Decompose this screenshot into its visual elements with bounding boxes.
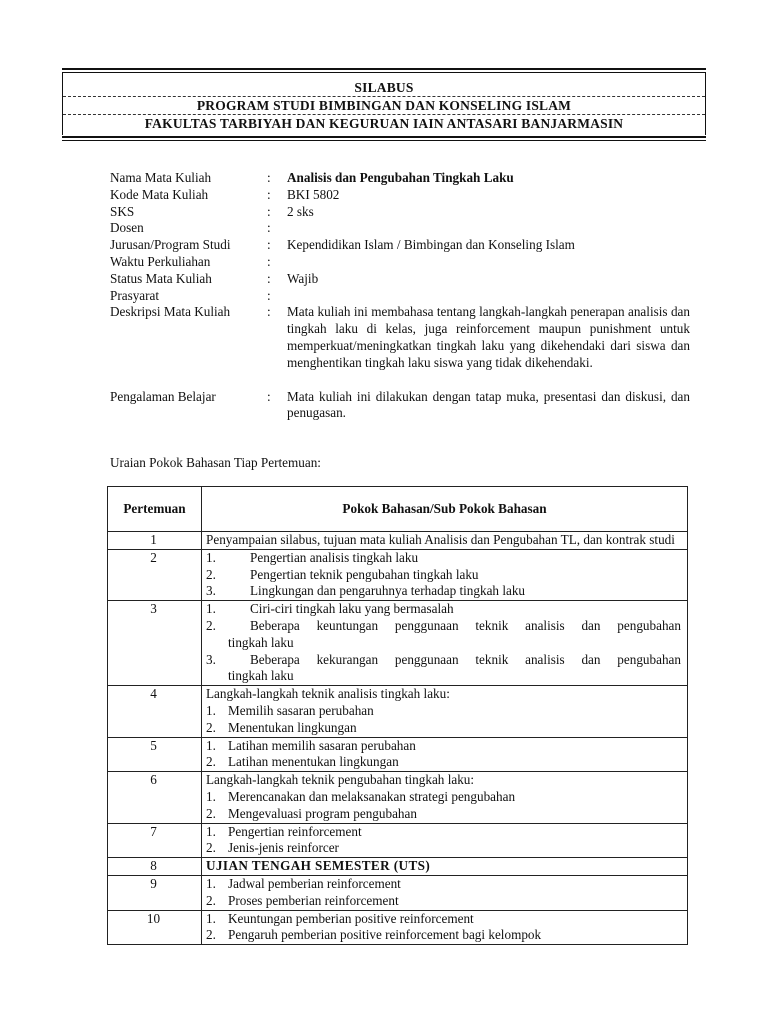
course-credits: 2 sks (287, 203, 314, 219)
header-box (62, 73, 706, 135)
info-label: Pengalaman Belajar (110, 388, 216, 404)
list-num: 2. (206, 927, 216, 943)
course-code: BKI 5802 (287, 186, 340, 202)
syllabus-title: SILABUS (354, 80, 414, 95)
list-num: 1. (206, 910, 216, 926)
meeting-number: 4 (108, 686, 202, 737)
topic-list (202, 772, 688, 823)
info-label: Dosen (110, 220, 144, 236)
table-row (108, 686, 688, 737)
list-num: 1. (206, 788, 216, 804)
list-num: 1. (206, 875, 216, 891)
list-text: Jadwal pemberian reinforcement (228, 875, 401, 891)
info-label: Deskripsi Mata Kuliah (110, 304, 231, 320)
info-label: Kode Mata Kuliah (110, 186, 209, 202)
info-colon: : (267, 170, 271, 185)
table-row (108, 549, 688, 600)
list-item (206, 927, 681, 944)
course-status: Wajib (287, 270, 319, 286)
topic-list (202, 549, 688, 600)
list-item (206, 840, 681, 857)
list-text: Latihan memilih sasaran perubahan (228, 737, 416, 753)
faculty-name: FAKULTAS TARBIYAH DAN KEGURUAN IAIN ANTASARI BANJARMASIN (144, 116, 624, 131)
list-num: 2. (206, 566, 216, 582)
info-label: Nama Mata Kuliah (110, 170, 212, 185)
list-text: Pengaruh pemberian positive reinforcement bagi kelompok (228, 927, 542, 943)
table-header-row (108, 487, 688, 532)
course-name: Analisis dan Pengubahan Tingkah Laku (287, 170, 514, 185)
lecturer (287, 220, 690, 237)
info-colon: : (267, 186, 271, 202)
info-colon: : (267, 237, 271, 253)
list-text: Menentukan lingkungan (228, 719, 357, 735)
course-description: Mata kuliah ini membahasa tentang langkah-langkah penerapan analisis dan tingkah laku di kelas, juga reinforcement maupun punishment untuk memperkuat/meningkatkan tingkah laku yang dikehendaki dari siswa dan menghentikan tingkah laku siswa yang tidak dikehendaki. (287, 304, 690, 370)
list-item (206, 618, 681, 635)
table-row (108, 875, 688, 910)
topics-table (107, 486, 688, 945)
list-text: Memilih sasaran perubahan (228, 702, 374, 718)
course-info (110, 170, 690, 422)
table-row (108, 772, 688, 823)
topic-list (202, 737, 688, 772)
info-label: Waktu Perkuliahan (110, 253, 211, 269)
lecture-time (287, 254, 690, 271)
list-item (206, 893, 681, 910)
col-header-meeting: Pertemuan (108, 487, 202, 532)
meeting-number: 3 (108, 601, 202, 686)
info-row (110, 220, 690, 237)
document-header (62, 68, 706, 141)
list-text: Mengevaluasi program pengubahan (228, 805, 417, 821)
meeting-number: 5 (108, 737, 202, 772)
meeting-number: 9 (108, 875, 202, 910)
list-num: 1. (206, 549, 216, 565)
topic-list (202, 686, 688, 737)
list-item (206, 567, 681, 584)
list-num: 1. (206, 702, 216, 718)
list-item (206, 911, 681, 928)
info-row (110, 170, 690, 187)
list-num: 3. (206, 583, 216, 599)
info-colon: : (267, 270, 271, 286)
meeting-number: 8 (108, 858, 202, 876)
list-item (206, 550, 681, 567)
info-colon: : (267, 304, 271, 320)
learning-experience: Mata kuliah ini dilakukan dengan tatap muka, presentasi dan diskusi, dan penugasan. (287, 388, 690, 421)
list-text: Pengertian reinforcement (228, 823, 362, 839)
table-row (108, 858, 688, 876)
list-num: 2. (206, 719, 216, 735)
list-num: 1. (206, 737, 216, 753)
info-row (110, 304, 690, 371)
topics-heading: Uraian Pokok Bahasan Tiap Pertemuan: (110, 455, 321, 470)
prerequisite (287, 288, 690, 305)
topic-list (202, 910, 688, 945)
list-num: 3. (206, 651, 216, 667)
list-text: Proses pemberian reinforcement (228, 892, 399, 908)
list-text: Beberapa keuntungan penggunaan teknik analisis dan pengubahan (250, 617, 681, 633)
list-item (206, 703, 681, 720)
list-num: 1. (206, 601, 216, 617)
list-num: 2. (206, 805, 216, 821)
list-num: 1. (206, 823, 216, 839)
list-text-continued: tingkah laku (228, 634, 294, 650)
meeting-number: 7 (108, 823, 202, 858)
col-header-topic: Pokok Bahasan/Sub Pokok Bahasan (202, 487, 688, 532)
topic-list (202, 601, 688, 686)
list-item (206, 738, 681, 755)
list-item (206, 876, 681, 893)
info-colon: : (267, 287, 271, 303)
info-label: SKS (110, 203, 135, 219)
list-num: 2. (206, 754, 216, 770)
info-row (110, 271, 690, 288)
midterm-exam: UJIAN TENGAH SEMESTER (UTS) (202, 858, 688, 876)
list-num: 2. (206, 840, 216, 856)
meeting-number: 2 (108, 549, 202, 600)
list-text-continued: tingkah laku (228, 668, 294, 684)
table-row (108, 532, 688, 550)
info-label: Jurusan/Program Studi (110, 237, 231, 253)
list-text: Ciri-ciri tingkah laku yang bermasalah (250, 601, 454, 617)
list-item (206, 601, 681, 618)
table-row (108, 601, 688, 686)
list-text: Merencanakan dan melaksanakan strategi pengubahan (228, 788, 516, 804)
info-colon: : (267, 220, 271, 236)
info-row (110, 389, 690, 423)
list-intro: Langkah-langkah teknik analisis tingkah laku: (206, 686, 450, 702)
info-row (110, 254, 690, 271)
list-item (206, 824, 681, 841)
table-row (108, 823, 688, 858)
list-text: Beberapa kekurangan penggunaan teknik analisis dan pengubahan (250, 651, 681, 667)
table-row (108, 737, 688, 772)
list-intro: Langkah-langkah teknik pengubahan tingkah laku: (206, 772, 475, 788)
meeting-number: 6 (108, 772, 202, 823)
list-item (206, 806, 681, 823)
department: Kependidikan Islam / Bimbingan dan Konseling Islam (287, 237, 575, 253)
info-row (110, 187, 690, 204)
info-row (110, 204, 690, 221)
list-text: Pengertian teknik pengubahan tingkah laku (250, 566, 479, 582)
info-label: Status Mata Kuliah (110, 270, 212, 286)
program-name: PROGRAM STUDI BIMBINGAN DAN KONSELING ISLAM (196, 98, 572, 113)
meeting-number: 1 (108, 532, 202, 550)
table-row (108, 910, 688, 945)
topic-list (202, 823, 688, 858)
list-item (206, 754, 681, 771)
list-text: Pengertian analisis tingkah laku (250, 549, 419, 565)
list-item (206, 652, 681, 669)
list-item (206, 720, 681, 737)
list-num: 2. (206, 617, 216, 633)
info-row (110, 237, 690, 254)
list-text: Jenis-jenis reinforcer (228, 840, 339, 856)
info-row (110, 288, 690, 305)
list-num: 2. (206, 892, 216, 908)
list-text: Keuntungan pemberian positive reinforcement (228, 910, 474, 926)
meeting-number: 10 (108, 910, 202, 945)
info-label: Prasyarat (110, 287, 160, 303)
list-text: Latihan menentukan lingkungan (228, 754, 399, 770)
list-item (206, 789, 681, 806)
info-colon: : (267, 253, 271, 269)
list-item (206, 583, 681, 600)
list-text: Lingkungan dan pengaruhnya terhadap tingkah laku (250, 583, 526, 599)
header-bottom-rule (62, 136, 706, 141)
info-colon: : (267, 203, 271, 219)
topic-list (202, 875, 688, 910)
topic-text: Penyampaian silabus, tujuan mata kuliah Analisis dan Pengubahan TL, dan kontrak studi (202, 532, 688, 550)
info-colon: : (267, 388, 271, 404)
